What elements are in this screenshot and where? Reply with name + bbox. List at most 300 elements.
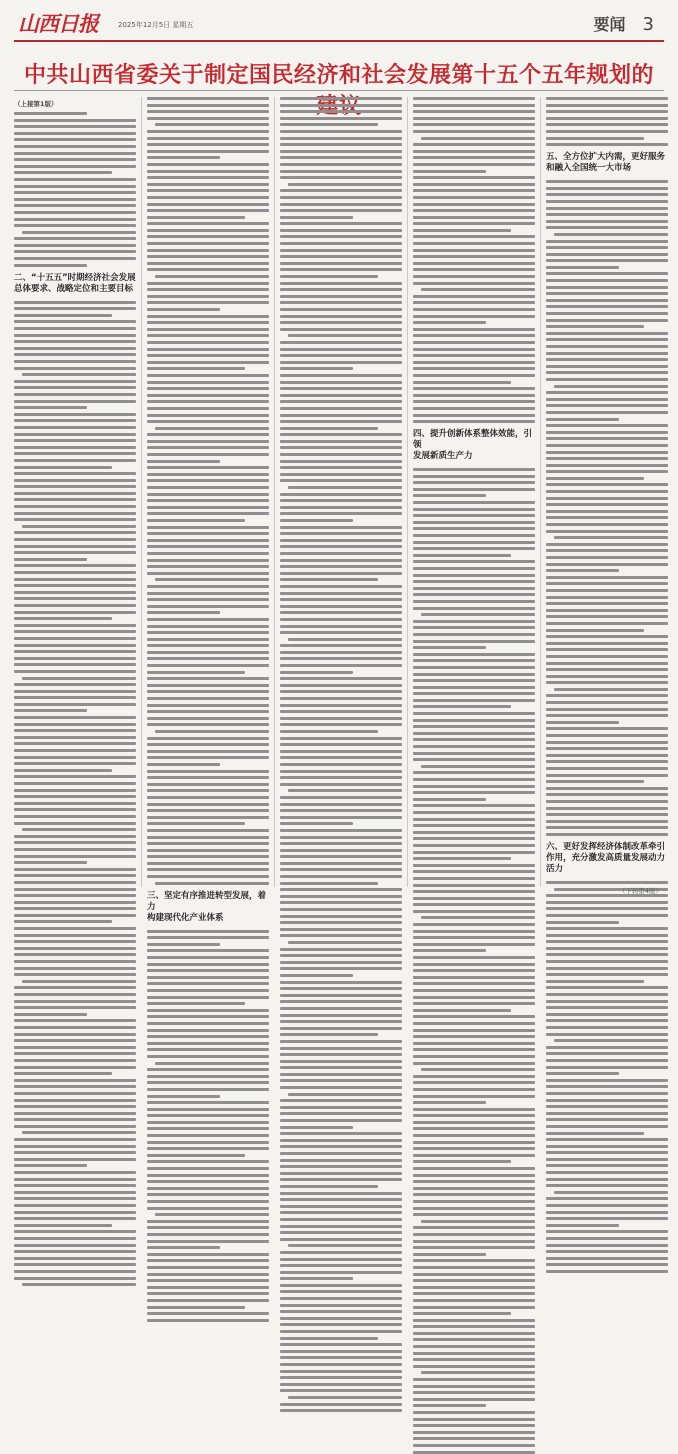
body-text-line [546, 780, 644, 783]
body-text-line [413, 1338, 535, 1341]
body-text-line [14, 314, 112, 317]
body-text-line [413, 328, 535, 331]
body-text-line [280, 1409, 402, 1412]
body-text-line [147, 849, 269, 852]
body-text-line [14, 1105, 136, 1108]
body-text-line [546, 609, 668, 612]
body-text-line [546, 470, 668, 473]
body-text-line [546, 1230, 668, 1233]
body-text-line [280, 915, 402, 918]
column-divider [274, 97, 275, 887]
body-text-line [413, 554, 511, 557]
body-text-line [413, 633, 535, 636]
body-text-line [280, 1251, 402, 1254]
body-text-line [280, 1099, 402, 1102]
body-text-line [14, 545, 136, 548]
body-text-line [280, 1238, 402, 1241]
body-text-line [14, 327, 136, 330]
body-text-line [280, 526, 402, 529]
body-text-line [147, 1035, 269, 1038]
body-text-line [280, 209, 402, 212]
body-text-line [147, 776, 269, 779]
body-text-line [147, 1127, 269, 1130]
body-text-line [413, 1325, 535, 1328]
body-text-line [413, 1180, 535, 1183]
body-text-line [413, 235, 535, 238]
body-text-line [413, 547, 535, 550]
body-text-line [14, 353, 136, 356]
body-text-line [14, 644, 136, 647]
body-text-line [280, 1258, 402, 1261]
body-text-line [280, 895, 402, 898]
body-text-line [280, 506, 402, 509]
body-text-line [546, 741, 668, 744]
body-text-line [280, 981, 402, 984]
body-text-line [280, 618, 402, 621]
body-text-line [147, 229, 269, 232]
body-text-line [546, 1085, 668, 1088]
body-text-line [280, 1192, 402, 1195]
body-text-line [147, 486, 269, 489]
body-text-line [155, 882, 269, 885]
body-text-line [14, 171, 112, 174]
body-text-line [413, 308, 535, 311]
body-text-line [280, 1014, 402, 1017]
body-text-line [280, 605, 402, 608]
body-text-line [14, 967, 136, 970]
body-text-line [546, 701, 668, 704]
body-text-line [413, 414, 535, 417]
body-text-line [546, 1118, 668, 1121]
body-text-line [14, 1006, 136, 1009]
body-text-line [14, 690, 136, 693]
body-text-line [413, 1306, 535, 1309]
body-text-line [413, 1431, 535, 1434]
body-text-line [14, 894, 136, 897]
page-number: 3 [642, 14, 654, 35]
body-text-line [280, 763, 402, 766]
body-text-line [288, 1396, 402, 1399]
body-text-line [280, 1020, 402, 1023]
body-text-line [413, 640, 535, 643]
body-text-line [14, 264, 87, 267]
body-text-line [14, 868, 136, 871]
body-text-line [14, 914, 136, 917]
body-text-line [413, 1444, 535, 1447]
body-text-line [147, 697, 269, 700]
body-text-line [413, 673, 535, 676]
body-text-line [147, 842, 269, 845]
body-text-line [147, 1081, 269, 1084]
body-text-line [14, 1230, 136, 1233]
body-text-line [14, 1151, 136, 1154]
body-text-line [147, 1312, 269, 1315]
body-text-line [147, 1048, 269, 1051]
body-text-line [413, 1451, 535, 1454]
body-text-line [546, 523, 668, 526]
body-text-line [14, 703, 136, 706]
body-text-line [288, 1244, 402, 1247]
body-text-line [14, 1184, 136, 1187]
body-text-line [413, 1055, 535, 1058]
body-text-line [413, 593, 535, 596]
body-text-line [280, 592, 402, 595]
body-text-line [413, 361, 535, 364]
body-text-line [147, 803, 269, 806]
body-text-line [147, 671, 245, 674]
body-text-line [147, 499, 269, 502]
body-text-line [14, 459, 136, 462]
body-text-line [280, 275, 378, 278]
body-text-line [147, 1055, 269, 1058]
body-text-line [546, 727, 668, 730]
body-text-line [546, 286, 668, 289]
body-text-line [546, 820, 668, 823]
body-text-line [147, 1029, 269, 1032]
body-text-line [14, 1277, 136, 1280]
body-text-line [413, 705, 511, 708]
body-text-line [147, 176, 269, 179]
body-text-line [147, 1273, 269, 1276]
body-text-line [413, 1114, 535, 1117]
body-text-line [546, 516, 668, 519]
body-text-line [546, 1033, 668, 1036]
body-text-line [413, 348, 535, 351]
body-text-line [147, 288, 269, 291]
body-text-line [546, 200, 668, 203]
body-text-line [280, 1225, 402, 1228]
body-text-line [14, 1237, 136, 1240]
body-text-line [14, 518, 136, 521]
body-text-line [280, 1218, 402, 1221]
body-text-line [280, 1403, 402, 1406]
body-text-line [280, 1106, 402, 1109]
body-text-line [546, 1125, 668, 1128]
body-text-line [413, 216, 535, 219]
body-text-line [546, 207, 668, 210]
body-text-line [280, 1376, 402, 1379]
body-text-line [147, 1233, 269, 1236]
body-text-line [14, 505, 136, 508]
text-column-4 [413, 97, 535, 887]
body-text-line [280, 381, 402, 384]
body-text-line [147, 690, 269, 693]
body-text-line [554, 1039, 668, 1042]
body-text-line [413, 752, 535, 755]
body-text-line [280, 730, 378, 733]
body-text-line [546, 226, 668, 229]
body-text-line [14, 907, 136, 910]
body-text-line [14, 802, 136, 805]
body-text-line [280, 229, 402, 232]
body-text-line [280, 1112, 402, 1115]
body-text-line [14, 1257, 136, 1260]
body-text-line [413, 976, 535, 979]
body-text-line [546, 576, 668, 579]
body-text-line [280, 1159, 402, 1162]
body-text-line [147, 822, 245, 825]
body-text-line [14, 611, 136, 614]
body-text-line [546, 1250, 668, 1253]
body-text-line [413, 104, 535, 107]
body-text-line [14, 762, 136, 765]
body-text-line [14, 888, 136, 891]
body-text-line [546, 694, 668, 697]
body-text-line [413, 1075, 535, 1078]
body-text-line [413, 1207, 535, 1210]
body-text-line [147, 809, 269, 812]
body-text-line [546, 721, 619, 724]
body-text-line [147, 446, 269, 449]
body-text-line [280, 315, 402, 318]
body-text-line [147, 816, 269, 819]
body-text-line [413, 996, 535, 999]
body-text-line [546, 305, 668, 308]
body-text-line [147, 836, 269, 839]
body-text-line [288, 486, 402, 489]
body-text-line [147, 1306, 245, 1309]
body-text-line [280, 1007, 402, 1010]
body-text-line [14, 729, 136, 732]
body-text-line [413, 1358, 535, 1361]
body-text-line [14, 723, 136, 726]
body-text-line [413, 1411, 535, 1414]
body-text-line [14, 822, 136, 825]
body-text-line [147, 532, 269, 535]
body-text-line [147, 1174, 269, 1177]
body-text-line [413, 600, 535, 603]
body-text-line [546, 1099, 668, 1102]
body-text-line [14, 492, 136, 495]
body-text-line [413, 1253, 486, 1256]
body-text-line [147, 394, 269, 397]
body-text-line [14, 512, 136, 515]
body-text-line [155, 1062, 269, 1065]
body-text-line [280, 321, 402, 324]
body-text-line [14, 185, 136, 188]
body-text-line [147, 104, 269, 107]
body-text-line [147, 930, 269, 933]
body-text-line [147, 189, 269, 192]
body-text-line [413, 1286, 535, 1289]
body-text-line [14, 119, 136, 122]
body-text-line [546, 681, 668, 684]
body-text-line [14, 1224, 112, 1227]
body-text-line [280, 1178, 402, 1181]
body-text-line [413, 560, 535, 563]
body-text-line [14, 597, 136, 600]
body-text-line [413, 857, 511, 860]
body-text-line [413, 785, 535, 788]
body-text-line [14, 630, 136, 633]
body-text-line [413, 1345, 535, 1348]
body-text-line [546, 648, 668, 651]
body-text-line [546, 1013, 668, 1016]
body-text-line [413, 494, 486, 497]
body-text-line [14, 1138, 136, 1141]
body-text-line [288, 1093, 402, 1096]
body-text-line [413, 367, 535, 370]
body-text-line [413, 156, 535, 159]
body-text-line [14, 307, 136, 310]
body-text-line [546, 754, 668, 757]
body-text-line [546, 332, 668, 335]
body-text-line [413, 956, 535, 959]
body-text-line [14, 709, 87, 712]
body-text-line [280, 143, 402, 146]
body-text-line [413, 580, 535, 583]
body-text-line [147, 737, 269, 740]
body-text-line [147, 1009, 269, 1012]
body-text-line [280, 1205, 402, 1208]
body-text-line [147, 334, 269, 337]
body-text-line [280, 651, 402, 654]
body-text-line [280, 1145, 402, 1148]
body-text-line [147, 1154, 245, 1157]
body-text-line [14, 439, 136, 442]
body-text-line [546, 556, 668, 559]
body-text-line [413, 1081, 535, 1084]
body-text-line [546, 490, 668, 493]
body-text-line [413, 1154, 535, 1157]
body-text-line [280, 1284, 402, 1287]
body-text-line [14, 1270, 136, 1273]
body-text-line [14, 558, 87, 561]
body-text-line [413, 1273, 535, 1276]
body-text-line [546, 130, 668, 133]
body-text-line [546, 1158, 668, 1161]
body-text-line [554, 1191, 668, 1194]
body-text-line [546, 193, 668, 196]
body-text-line [147, 308, 220, 311]
body-text-line [14, 138, 136, 141]
body-text-line [14, 953, 136, 956]
body-text-line [280, 1172, 402, 1175]
body-text-line [14, 742, 136, 745]
body-text-line [280, 849, 402, 852]
body-text-line [280, 308, 402, 311]
body-text-line [280, 1330, 402, 1333]
body-text-line [147, 1299, 269, 1302]
body-text-line [413, 989, 535, 992]
body-text-line [14, 320, 136, 323]
body-text-line [413, 1312, 511, 1315]
body-text-line [147, 677, 269, 680]
body-text-line [147, 367, 245, 370]
body-text-line [147, 150, 269, 153]
body-text-line [147, 137, 269, 140]
body-text-line [413, 778, 535, 781]
body-text-line [413, 1095, 535, 1098]
body-text-line [14, 178, 136, 181]
body-text-line [546, 510, 668, 513]
body-text-line [413, 163, 535, 166]
body-text-line [413, 1108, 535, 1111]
body-text-line [413, 301, 535, 304]
body-text-line [280, 440, 402, 443]
body-text-line [147, 829, 269, 832]
body-text-line [413, 1200, 535, 1203]
body-text-line [280, 235, 402, 238]
body-text-line [147, 473, 269, 476]
body-text-line [280, 466, 402, 469]
body-text-line [546, 793, 668, 796]
body-text-line [147, 479, 269, 482]
body-text-line [147, 717, 269, 720]
body-text-line [14, 1046, 136, 1049]
body-text-line [280, 499, 402, 502]
body-text-line [546, 398, 668, 401]
body-text-line [14, 1099, 136, 1102]
column-divider [540, 97, 541, 887]
body-text-line [413, 936, 535, 939]
body-text-line [546, 1237, 668, 1240]
body-text-line [413, 897, 535, 900]
body-text-line [14, 367, 136, 370]
body-text-line [280, 367, 353, 370]
body-text-line [280, 862, 402, 865]
body-text-line [147, 1160, 269, 1163]
body-text-line [280, 1126, 353, 1129]
body-text-line [14, 244, 136, 247]
body-text-line [413, 1009, 511, 1012]
body-text-line [546, 312, 668, 315]
body-text-line [546, 325, 644, 328]
body-text-line [147, 1253, 269, 1256]
body-text-line [413, 910, 535, 913]
body-text-line [14, 132, 136, 135]
body-text-line [288, 789, 402, 792]
body-text-line [280, 341, 402, 344]
body-text-line [155, 275, 269, 278]
body-text-line [280, 578, 378, 581]
body-text-line [14, 775, 136, 778]
body-text-line [147, 1226, 269, 1229]
body-text-line [280, 1119, 402, 1122]
body-text-line [546, 543, 668, 546]
body-text-line [147, 796, 269, 799]
body-text-line [147, 625, 269, 628]
body-text-line [14, 112, 87, 115]
body-text-line [147, 1286, 269, 1289]
body-text-line [413, 394, 535, 397]
body-text-line [14, 406, 87, 409]
body-text-line [546, 253, 668, 256]
section-heading-2: 二、“十五五”时期经济社会发展 总体要求、战略定位和主要目标 [14, 272, 136, 294]
body-text-line [147, 611, 220, 614]
body-text-line [14, 960, 136, 963]
body-text-line [147, 348, 269, 351]
body-text-line [546, 444, 668, 447]
body-text-line [147, 936, 269, 939]
body-text-line [147, 183, 269, 186]
body-text-line [22, 828, 136, 831]
body-text-line [546, 563, 668, 566]
body-text-line [147, 770, 269, 773]
body-text-line [147, 242, 269, 245]
body-text-line [147, 1240, 269, 1243]
body-text-line [14, 848, 136, 851]
body-text-line [147, 763, 220, 766]
body-text-line [14, 1033, 136, 1036]
body-text-line [413, 295, 535, 298]
body-text-line [147, 1042, 269, 1045]
body-text-line [280, 664, 402, 667]
body-text-line [147, 552, 269, 555]
body-text-line [147, 664, 269, 667]
body-text-line [413, 321, 486, 324]
body-text-line [147, 1147, 269, 1150]
